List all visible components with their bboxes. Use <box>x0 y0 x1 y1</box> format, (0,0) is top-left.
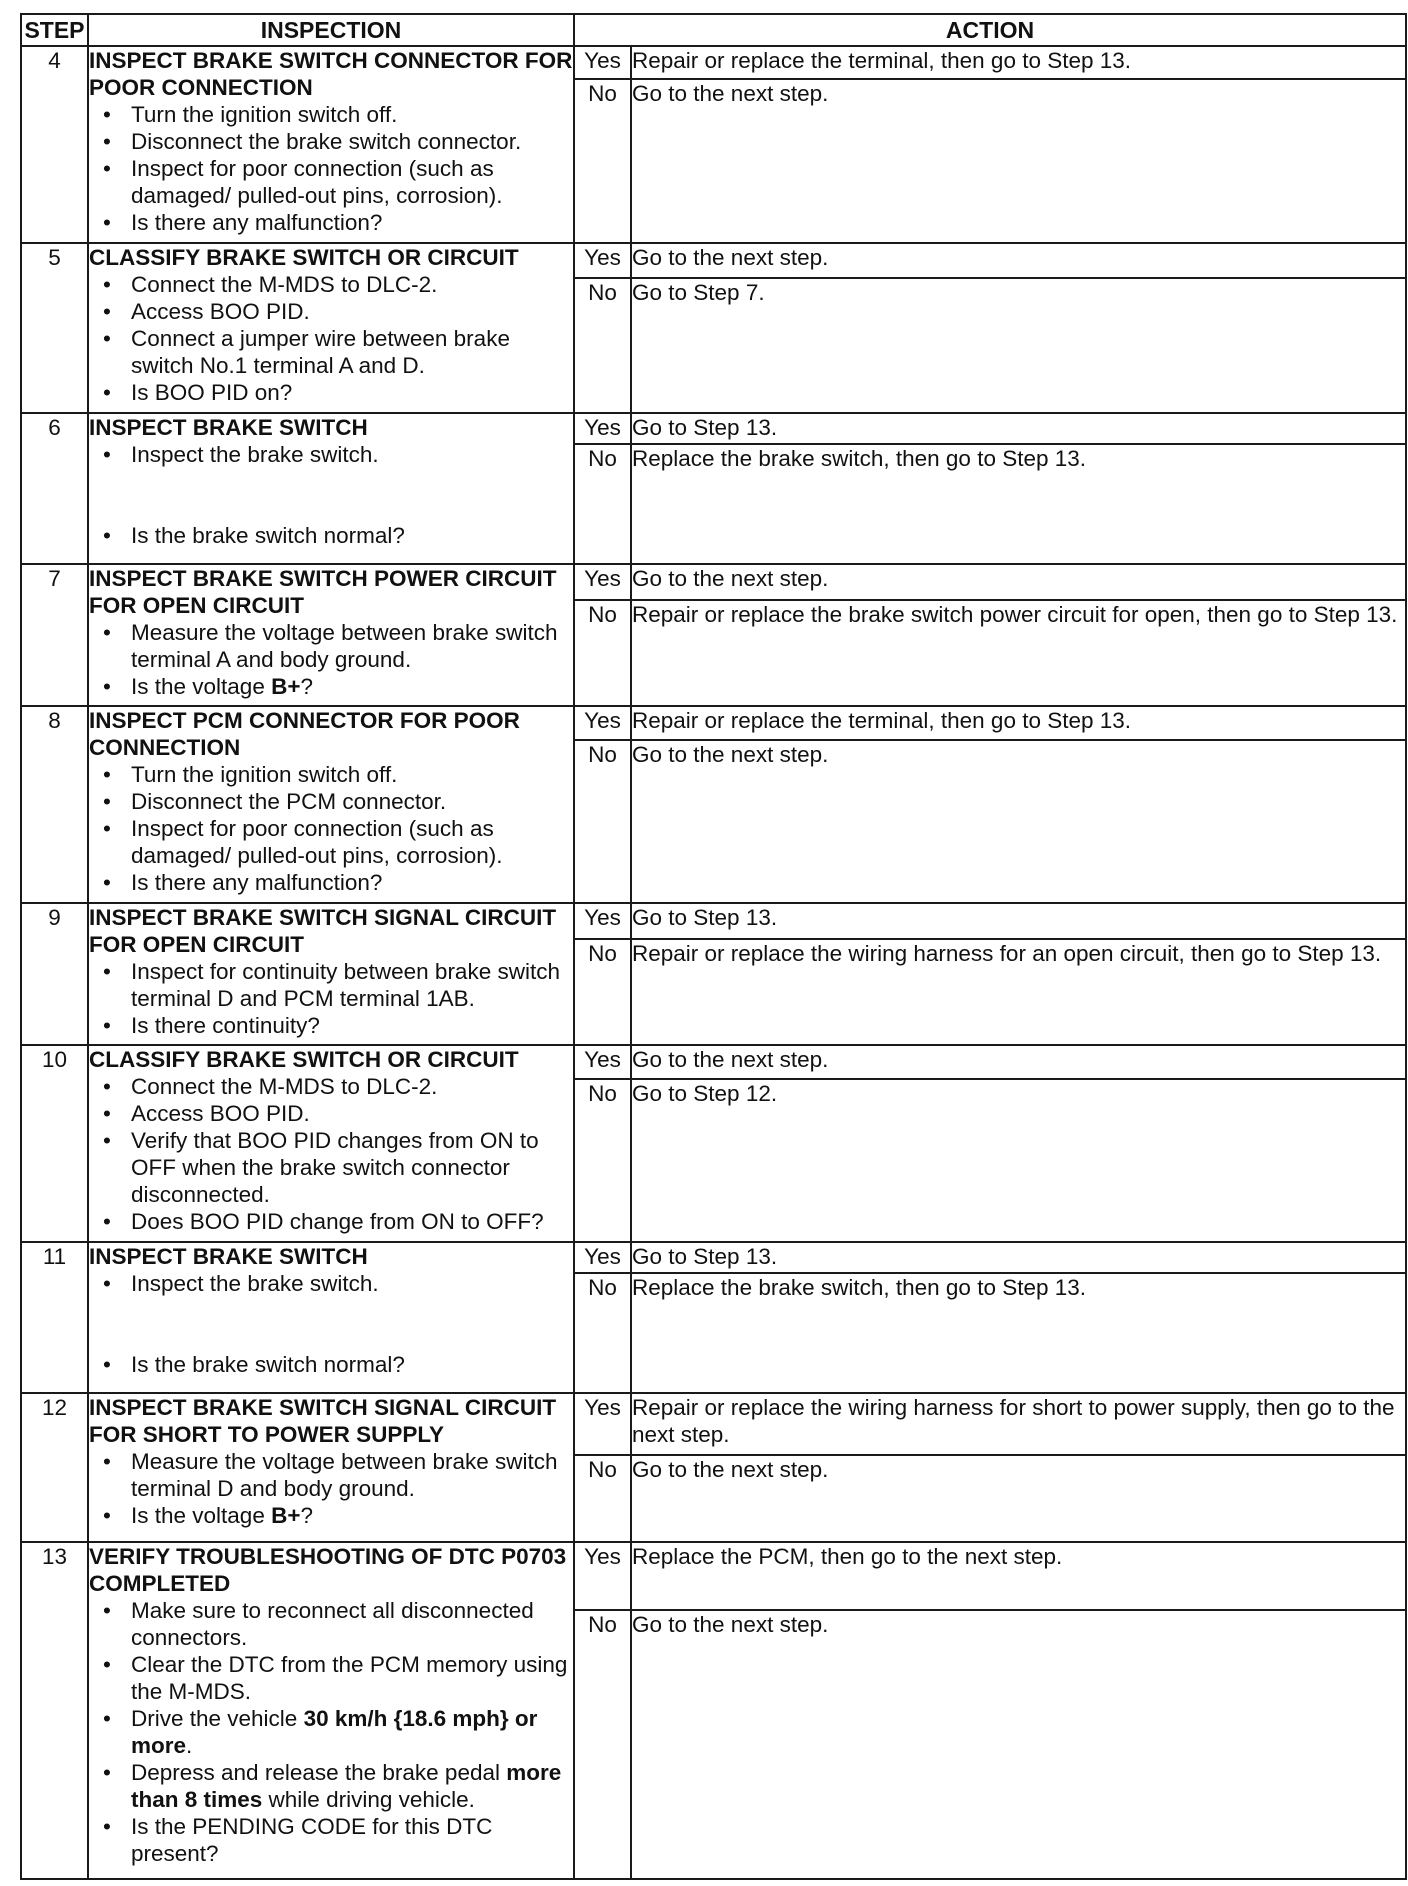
table-header-row <box>21 14 1406 46</box>
table-row <box>21 903 1406 939</box>
list-item: • Access BOO PID. <box>131 1100 573 1127</box>
yes-action: Go to the next step. <box>631 243 1406 278</box>
table-row <box>21 706 1406 741</box>
step-number: 9 <box>21 903 88 1045</box>
no-action: Go to the next step. <box>631 79 1406 244</box>
step-number: 7 <box>21 564 88 706</box>
list-item-tail: . <box>186 1732 193 1758</box>
step-number: 12 <box>21 1393 88 1542</box>
list-item <box>131 673 573 700</box>
step-number: 10 <box>21 1045 88 1242</box>
list-item-tail: ? <box>300 1502 313 1528</box>
list-item: • Is there continuity? <box>131 1012 573 1039</box>
no-label: No <box>574 939 631 1045</box>
list-item: • Is the PENDING CODE for this DTC present? <box>131 1813 573 1867</box>
inspection-title: INSPECT PCM CONNECTOR FOR POOR CONNECTION <box>89 707 520 760</box>
no-action: Replace the brake switch, then go to Step 13. <box>631 444 1406 564</box>
no-label: No <box>574 1610 631 1879</box>
list-item: • Make sure to reconnect all disconnected connectors. <box>131 1597 573 1651</box>
yes-label: Yes <box>574 564 631 600</box>
no-label: No <box>574 79 631 244</box>
yes-label: Yes <box>574 243 631 278</box>
yes-label: Yes <box>574 903 631 939</box>
list-item-text: Depress and release the brake pedal <box>131 1759 507 1785</box>
table-row <box>21 1542 1406 1610</box>
step-number: 13 <box>21 1542 88 1879</box>
table-row <box>21 1242 1406 1273</box>
step-number: 5 <box>21 243 88 413</box>
no-label: No <box>574 278 631 413</box>
list-item <box>131 1502 573 1529</box>
no-action: Repair or replace the brake switch power circuit for open, then go to Step 13. <box>631 600 1406 706</box>
table-row <box>21 46 1406 79</box>
inspection-title: VERIFY TROUBLESHOOTING OF DTC P0703 COMPLETED <box>89 1543 567 1596</box>
list-item: • Connect the M-MDS to DLC-2. <box>131 271 573 298</box>
list-item-text: Is the voltage <box>131 673 272 699</box>
inspection-cell <box>88 1393 574 1542</box>
yes-label: Yes <box>574 1393 631 1455</box>
inspection-cell <box>88 243 574 413</box>
yes-action: Replace the PCM, then go to the next step. <box>631 1542 1406 1610</box>
step-number: 4 <box>21 46 88 243</box>
list-item: • Is the brake switch normal? <box>131 522 573 549</box>
yes-action: Go to Step 13. <box>631 903 1406 939</box>
no-action: Replace the brake switch, then go to Step 13. <box>631 1273 1406 1393</box>
troubleshooting-table <box>20 13 1407 1880</box>
no-label: No <box>574 1079 631 1242</box>
inspection-title: INSPECT BRAKE SWITCH SIGNAL CIRCUIT FOR OPEN CIRCUIT <box>89 904 557 957</box>
list-item: • Connect a jumper wire between brake switch No.1 terminal A and D. <box>131 325 573 379</box>
inspection-title: CLASSIFY BRAKE SWITCH OR CIRCUIT <box>89 1046 519 1072</box>
table-row <box>21 1045 1406 1080</box>
no-action: Go to Step 12. <box>631 1079 1406 1242</box>
no-label: No <box>574 600 631 706</box>
list-item: • Disconnect the PCM connector. <box>131 788 573 815</box>
no-action: Repair or replace the wiring harness for an open circuit, then go to Step 13. <box>631 939 1406 1045</box>
list-item: • Access BOO PID. <box>131 298 573 325</box>
table-row <box>21 564 1406 600</box>
list-item: • Is BOO PID on? <box>131 379 573 406</box>
inspection-cell <box>88 1045 574 1242</box>
inspection-title: INSPECT BRAKE SWITCH <box>89 414 368 440</box>
list-item: • Turn the ignition switch off. <box>131 761 573 788</box>
list-item: • Connect the M-MDS to DLC-2. <box>131 1073 573 1100</box>
yes-label: Yes <box>574 1242 631 1273</box>
voltage-value: B+ <box>271 673 301 699</box>
no-label: No <box>574 444 631 564</box>
yes-action: Repair or replace the terminal, then go to Step 13. <box>631 46 1406 79</box>
inspection-cell <box>88 1542 574 1879</box>
list-item-text: Is the voltage <box>131 1502 272 1528</box>
list-item: • Verify that BOO PID changes from ON to OFF when the brake switch connector disconnected. <box>131 1127 573 1208</box>
inspection-cell <box>88 903 574 1045</box>
yes-action: Repair or replace the terminal, then go to Step 13. <box>631 706 1406 741</box>
step-number: 11 <box>21 1242 88 1393</box>
list-item-text: Drive the vehicle <box>131 1705 304 1731</box>
no-action: Go to the next step. <box>631 740 1406 903</box>
header-step: STEP <box>21 14 88 46</box>
list-item <box>131 1759 573 1813</box>
inspection-cell <box>88 46 574 243</box>
list-item: • Inspect for poor connection (such as damaged/ pulled-out pins, corrosion). <box>131 155 573 209</box>
no-action: Go to the next step. <box>631 1455 1406 1542</box>
list-item: • Inspect the brake switch. <box>131 441 573 468</box>
yes-label: Yes <box>574 1542 631 1610</box>
no-label: No <box>574 1455 631 1542</box>
inspection-title: INSPECT BRAKE SWITCH SIGNAL CIRCUIT FOR SHORT TO POWER SUPPLY <box>89 1394 557 1447</box>
yes-action: Go to the next step. <box>631 1045 1406 1080</box>
yes-action: Repair or replace the wiring harness for short to power supply, then go to the next step. <box>631 1393 1406 1455</box>
yes-action: Go to the next step. <box>631 564 1406 600</box>
header-action: ACTION <box>574 14 1406 46</box>
count-value: more than 8 times <box>131 1759 562 1812</box>
yes-label: Yes <box>574 706 631 741</box>
table-row <box>21 413 1406 444</box>
list-item <box>131 1705 573 1759</box>
list-item: • Inspect for poor connection (such as damaged/ pulled-out pins, corrosion). <box>131 815 573 869</box>
list-item-tail: ? <box>300 673 313 699</box>
inspection-title: INSPECT BRAKE SWITCH <box>89 1244 368 1270</box>
speed-value: 30 km/h {18.6 mph} or more <box>131 1705 538 1758</box>
list-item: • Measure the voltage between brake switch terminal A and body ground. <box>131 619 573 673</box>
list-item: • Inspect for continuity between brake switch terminal D and PCM terminal 1AB. <box>131 958 573 1012</box>
yes-label: Yes <box>574 1045 631 1080</box>
inspection-cell <box>88 413 574 564</box>
list-item: • Is there any malfunction? <box>131 869 573 896</box>
inspection-cell <box>88 1242 574 1393</box>
inspection-title: INSPECT BRAKE SWITCH CONNECTOR FOR POOR CONNECTION <box>89 48 573 100</box>
header-inspection: INSPECTION <box>88 14 574 46</box>
list-item: • Measure the voltage between brake switch terminal D and body ground. <box>131 1448 573 1502</box>
table-row <box>21 243 1406 278</box>
yes-action: Go to Step 13. <box>631 413 1406 444</box>
list-item: • Is the brake switch normal? <box>131 1351 573 1378</box>
no-label: No <box>574 1273 631 1393</box>
yes-label: Yes <box>574 46 631 79</box>
list-item: • Does BOO PID change from ON to OFF? <box>131 1208 573 1235</box>
step-number: 6 <box>21 413 88 564</box>
list-item: • Disconnect the brake switch connector. <box>131 128 573 155</box>
list-item: • Is there any malfunction? <box>131 209 573 236</box>
list-item: • Inspect the brake switch. <box>131 1270 573 1297</box>
inspection-cell <box>88 564 574 706</box>
yes-action: Go to Step 13. <box>631 1242 1406 1273</box>
inspection-title: INSPECT BRAKE SWITCH POWER CIRCUIT FOR OPEN CIRCUIT <box>89 565 557 618</box>
inspection-title: CLASSIFY BRAKE SWITCH OR CIRCUIT <box>89 245 519 271</box>
yes-label: Yes <box>574 413 631 444</box>
list-item-tail: while driving vehicle. <box>262 1786 475 1812</box>
no-action: Go to the next step. <box>631 1610 1406 1879</box>
step-number: 8 <box>21 706 88 903</box>
table-row <box>21 1393 1406 1455</box>
no-label: No <box>574 740 631 903</box>
voltage-value: B+ <box>271 1502 301 1528</box>
no-action: Go to Step 7. <box>631 278 1406 413</box>
list-item: • Turn the ignition switch off. <box>131 101 573 128</box>
list-item: • Clear the DTC from the PCM memory using the M-MDS. <box>131 1651 573 1705</box>
inspection-cell <box>88 706 574 903</box>
